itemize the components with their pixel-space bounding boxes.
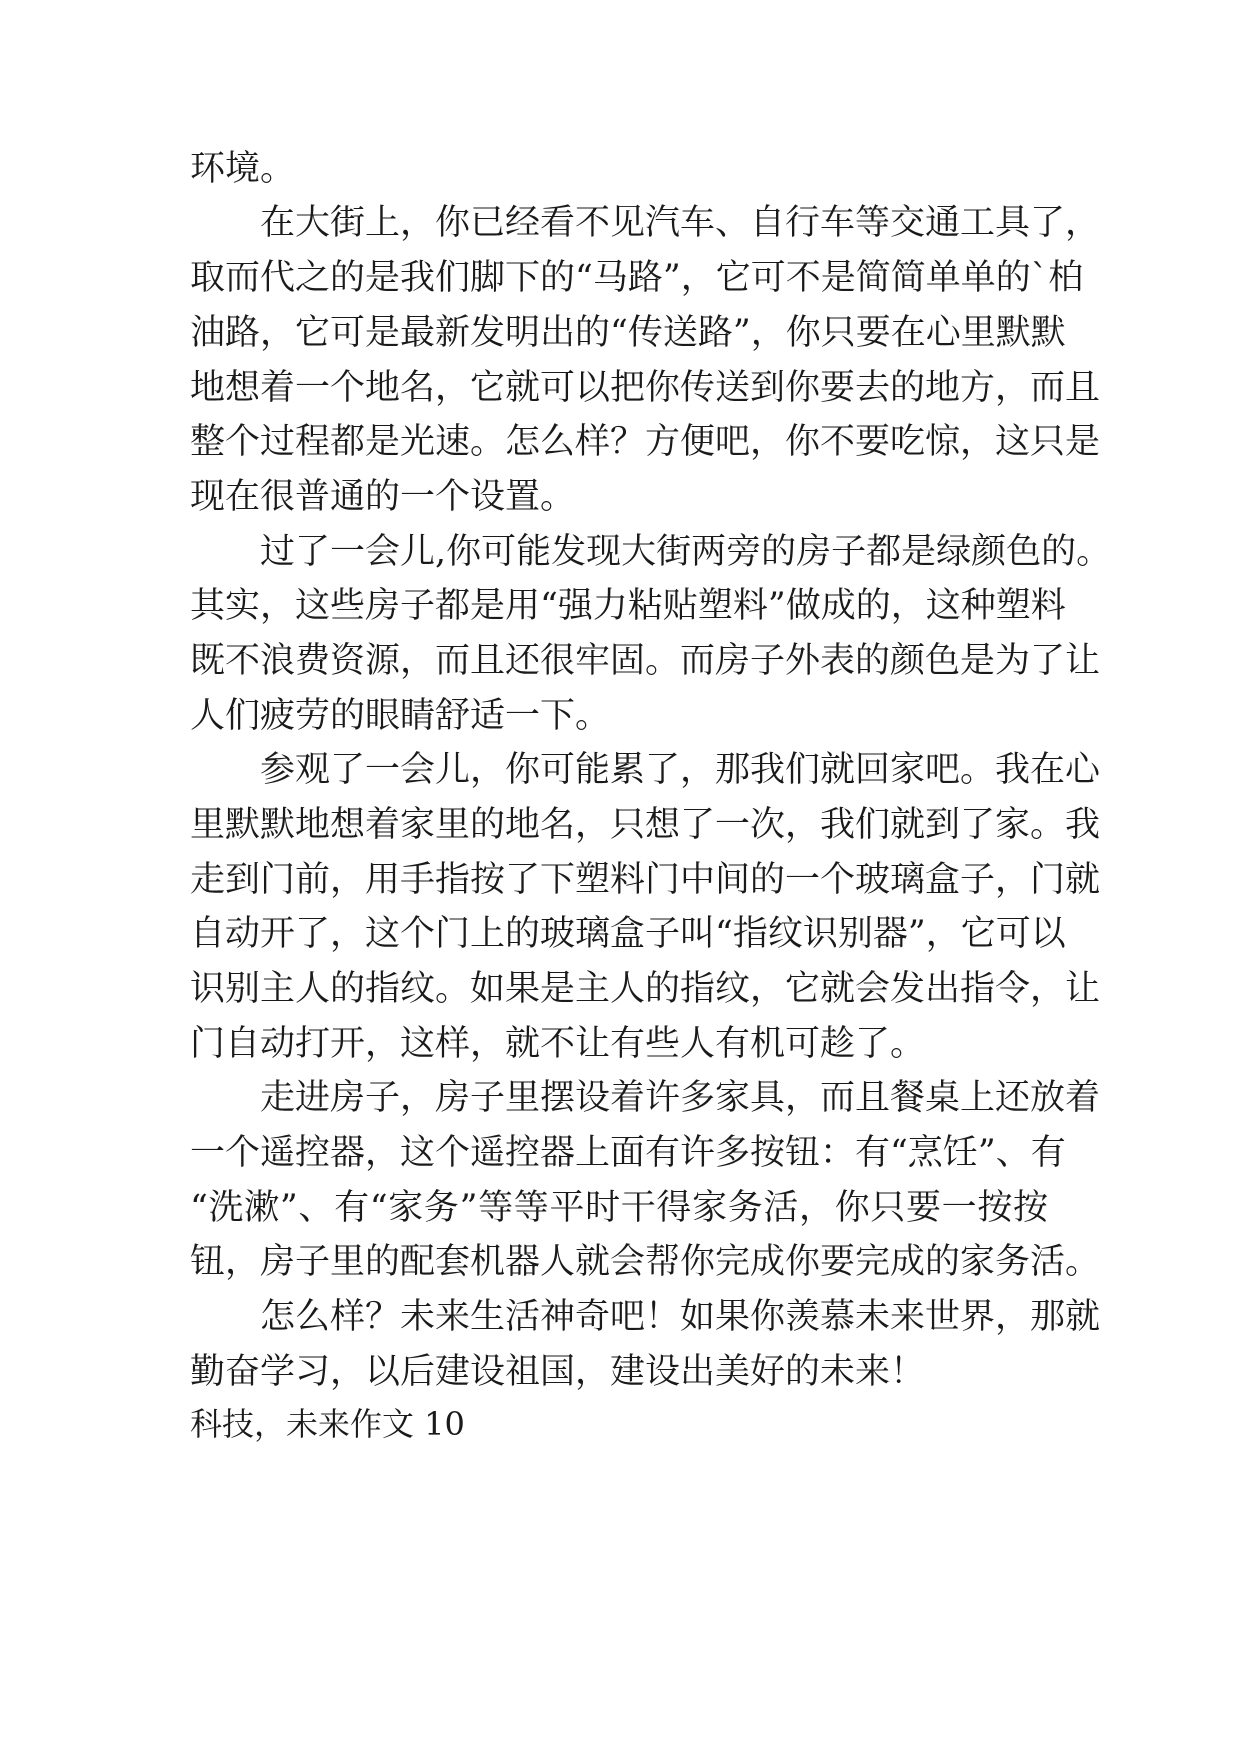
text-line: 现在很普通的一个设置。 [190,477,576,517]
text-line: 环境。 [190,149,296,189]
text-line: 走进房子，房子里摆设着许多家具，而且餐桌上还放着 [260,1078,1101,1118]
text-line: 人们疲劳的眼睛舒适一下。 [190,696,611,736]
text-line: 地想着一个地名，它就可以把你传送到你要去的地方，而且 [190,368,1101,408]
text-line: 自动开了，这个门上的玻璃盒子叫“指纹识别器”，它可以 [190,914,1066,954]
text-line: 钮，房子里的配套机器人就会帮你完成你要完成的家务活。 [190,1242,1101,1282]
text-line: 油路，它可是最新发明出的“传送路”，你只要在心里默默 [190,313,1066,353]
text-line: 走到门前，用手指按了下塑料门中间的一个玻璃盒子，门就 [190,860,1101,900]
text-line: 在大街上，你已经看不见汽车、自行车等交通工具了， [260,203,1101,243]
text-line: 既不浪费资源，而且还很牢固。而房子外表的颜色是为了让 [190,641,1101,681]
text-line: “洗漱”、有“家务”等等平时干得家务活，你只要一按按 [190,1188,1048,1228]
text-line: 里默默地想着家里的地名，只想了一次，我们就到了家。我 [190,805,1101,845]
text-line: 参观了一会儿，你可能累了，那我们就回家吧。我在心 [260,750,1101,790]
text-line: 其实，这些房子都是用“强力粘贴塑料”做成的，这种塑料 [190,586,1066,626]
section-heading: 科技，未来作文 10 [190,1405,465,1443]
text-line: 门自动打开，这样，就不让有些人有机可趁了。 [190,1024,926,1064]
text-line: 整个过程都是光速。怎么样？方便吧，你不要吃惊，这只是 [190,422,1101,462]
text-line: 一个遥控器，这个遥控器上面有许多按钮：有“烹饪”、有 [190,1133,1066,1173]
text-line: 取而代之的是我们脚下的“马路”，它可不是简简单单的`柏 [190,258,1084,298]
text-line: 过了一会儿,你可能发现大街两旁的房子都是绿颜色的。 [260,532,1112,572]
text-line: 怎么样？未来生活神奇吧！如果你羡慕未来世界，那就 [260,1297,1101,1337]
text-line: 勤奋学习，以后建设祖国，建设出美好的未来！ [190,1352,926,1392]
text-line: 识别主人的指纹。如果是主人的指纹，它就会发出指令，让 [190,969,1101,1009]
